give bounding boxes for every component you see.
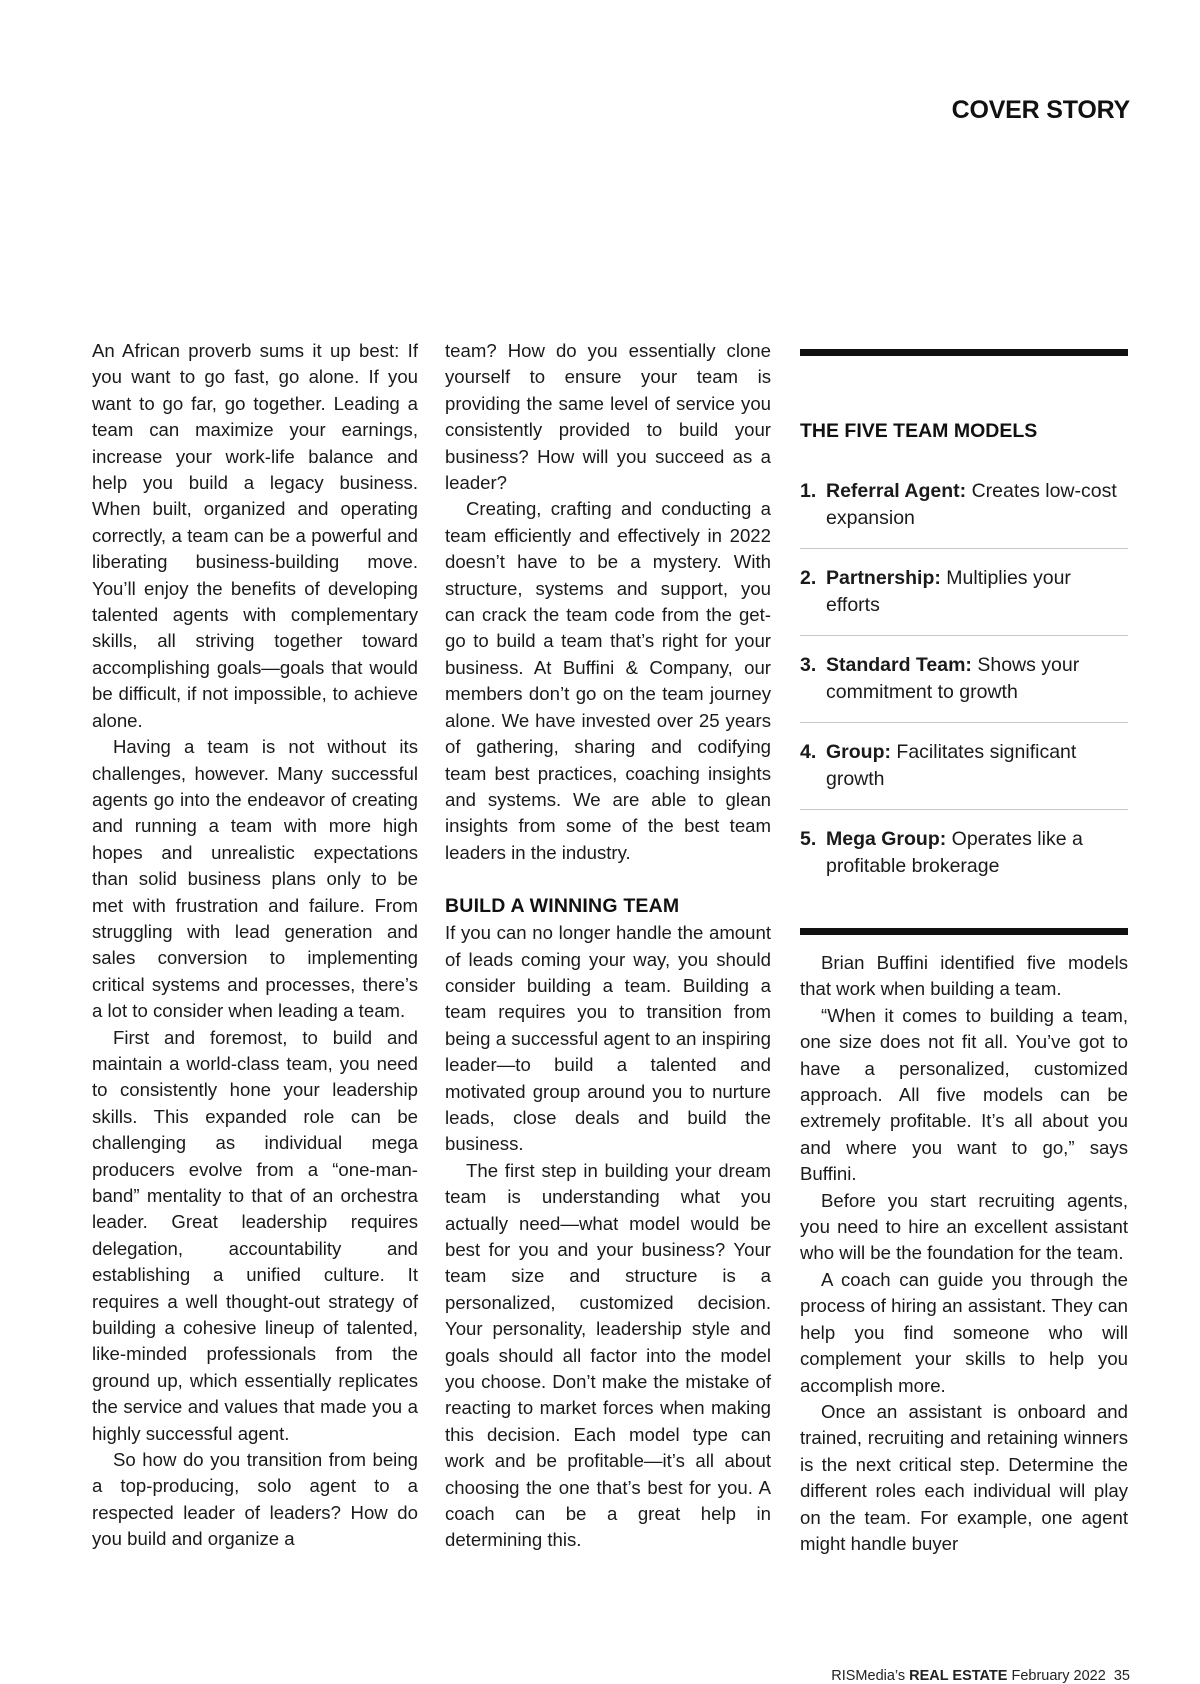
model-name: Partnership: <box>826 567 941 589</box>
page-footer <box>831 1668 1130 1684</box>
paragraph: An African proverb sums it up best: If you want to go fast, go alone. If you want to go far, go together. Leading a team can maximize your earnings, increase your work-life balance and help you build a legacy business. When built, organized and operating correctly, a team can be a powerful and liberating business-building move. You’ll enjoy the benefits of developing talented agents with complementary skills, all striving together toward accomplishing goals—goals that would be difficult, if not impossible, to achieve alone. <box>92 340 418 731</box>
model-description: Facilitates significant growth <box>826 741 1077 790</box>
model-name: Referral Agent: <box>826 480 967 502</box>
paragraph: First and foremost, to build and maintain a world-class team, you need to consistently hone your leadership skills. This expanded role can be challenging as individual mega producers evolve from a “one-man-band” mentality to that of an orchestra leader. Great leadership requires delegation, accountability and establishing a unified culture. It requires a well thought-out strategy of building a cohesive lineup of talented, like-minded professionals from the ground up, which essentially replicates the service and values that made you a highly successful agent. <box>92 1026 418 1444</box>
item-number: 1. <box>800 480 817 502</box>
article-column-3 <box>800 950 1128 1557</box>
article-column-2 <box>445 338 771 1554</box>
model-name: Mega Group: <box>826 828 947 850</box>
team-model-item <box>800 636 1128 723</box>
paragraph: A coach can guide you through the process of hiring an assistant. They can help you find someone who will complement your skills to help you accomplish more. <box>800 1268 1128 1396</box>
section-label: COVER STORY <box>951 96 1130 124</box>
publication-prefix: RISMedia’s <box>831 1668 906 1684</box>
paragraph: Having a team is not without its challenges, however. Many successful agents go into the endeavor of creating and running a team with more high hopes and unrealistic expectations than solid business plans only to be met with frustration and failure. From struggling with lead generation and sales conversion to implementing critical systems and processes, there’s a lot to consider when leading a team. <box>92 736 418 1022</box>
model-description: Multiplies your efforts <box>826 567 1071 616</box>
paragraph: Creating, crafting and conducting a team efficiently and effectively in 2022 doesn’t have to be a mystery. With structure, systems and support, you can crack the team code from the get-go to build a team that’s right for your business. At Buffini & Company, our members don’t go on the team journey alone. We have invested over 25 years of gathering, sharing and codifying team best practices, coaching insights and systems. We are able to glean insights from some of the best team leaders in the industry. <box>445 498 771 863</box>
paragraph: So how do you transition from being a top-producing, solo agent to a respected leader of leaders? How do you build and organize a <box>92 1449 418 1550</box>
team-model-item <box>800 549 1128 636</box>
paragraph: Brian Buffini identified five models that work when building a team. <box>800 952 1128 1000</box>
model-name: Standard Team: <box>826 654 972 676</box>
team-model-item <box>800 723 1128 810</box>
sidebar-title: THE FIVE TEAM MODELS <box>800 420 1038 442</box>
paragraph: “When it comes to building a team, one size does not fit all. You’ve got to have a personalized, customized approach. All five models can be extremely profitable. It’s all about you and where you want to go,” says Buffini. <box>800 1004 1128 1185</box>
item-number: 4. <box>800 741 817 763</box>
page-number: 35 <box>1113 1668 1130 1684</box>
model-description: Creates low-cost expansion <box>826 480 1117 529</box>
item-number: 3. <box>800 654 817 676</box>
issue-date: February 2022 <box>1011 1668 1106 1684</box>
publication-name: REAL ESTATE <box>909 1668 1008 1684</box>
model-name: Group: <box>826 741 891 763</box>
subhead-build-a-winning-team: BUILD A WINNING TEAM <box>445 895 680 918</box>
paragraph: The first step in building your dream team is understanding what you actually need—what model would be best for you and your business? Your team size and structure is a personalized, customized decision. Your personality, leadership style and goals should all factor into the model you choose. Don’t make the mistake of reacting to market forces when making this decision. Each model type can work and be profitable—it’s all about choosing the one that’s best for you. A coach can be a great help in determining this. <box>445 1159 771 1551</box>
team-model-item <box>800 462 1128 549</box>
item-number: 5. <box>800 828 817 850</box>
article-column-1 <box>92 338 418 1553</box>
sidebar-bottom-rule <box>800 928 1128 935</box>
model-description: Operates like a profitable brokerage <box>826 828 1083 877</box>
item-number: 2. <box>800 567 817 589</box>
model-description: Shows your commitment to growth <box>826 654 1080 703</box>
paragraph: If you can no longer handle the amount of leads coming your way, you should consider building a team. Building a team requires you to transition from being a successful agent to an inspiring leader—to build a talented and motivated group around you to nurture leads, close deals and build the business. <box>445 922 771 1155</box>
paragraph: Before you start recruiting agents, you need to hire an excellent assistant who will be the foundation for the team. <box>800 1189 1128 1264</box>
paragraph: Once an assistant is onboard and trained, recruiting and retaining winners is the next critical step. Determine the different roles each individual will play on the team. For example, one agent might handle buyer <box>800 1400 1128 1554</box>
five-team-models-sidebar <box>800 349 1128 935</box>
paragraph: team? How do you essentially clone yourself to ensure your team is providing the same level of service you consistently provided to build your business? How will you succeed as a leader? <box>445 340 771 494</box>
team-model-item <box>800 810 1128 896</box>
